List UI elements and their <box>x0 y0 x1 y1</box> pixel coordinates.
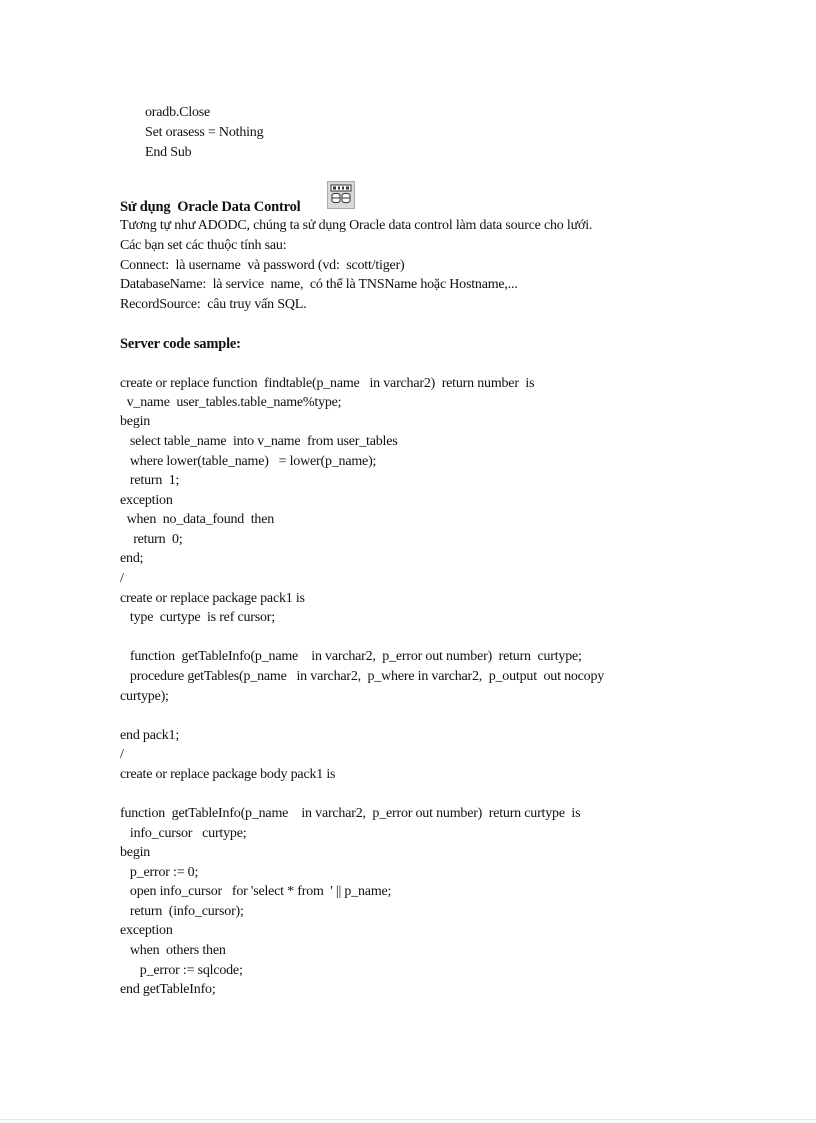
oracle-data-control-icon <box>327 181 355 209</box>
code-line: info_cursor curtype; <box>120 826 247 841</box>
code-line: procedure getTables(p_name in varchar2, p_where in varchar2, p_output out nocopy <box>120 669 605 684</box>
code-line: / <box>120 571 124 586</box>
code-line: open info_cursor for 'select * from ' || p_name; <box>120 884 392 899</box>
code-line: when others then <box>120 943 226 958</box>
code-line: type curtype is ref cursor; <box>120 610 275 625</box>
code-line: where lower(table_name) = lower(p_name); <box>120 454 377 469</box>
server-code-heading: Server code sample: <box>120 336 241 352</box>
code-line: / <box>120 747 124 762</box>
code-line: p_error := 0; <box>120 865 199 880</box>
code-line: exception <box>120 493 173 508</box>
code-line: select table_name into v_name from user_tables <box>120 434 398 449</box>
code-line: return (info_cursor); <box>120 904 244 919</box>
code-line: create or replace function findtable(p_name in varchar2) return number is <box>120 376 535 391</box>
code-line: function getTableInfo(p_name in varchar2, p_error out number) return curtype is <box>120 806 581 821</box>
code-line: return 0; <box>120 532 183 547</box>
body-paragraph: Các bạn set các thuộc tính sau: <box>120 238 287 253</box>
code-line: p_error := sqlcode; <box>120 963 243 978</box>
body-paragraph: RecordSource: câu truy vấn SQL. <box>120 297 307 312</box>
vb-code-line: oradb.Close <box>145 105 211 120</box>
code-line: begin <box>120 414 151 429</box>
code-line: begin <box>120 845 151 860</box>
section-heading: Sử dụng Oracle Data Control <box>120 199 301 215</box>
code-line: end getTableInfo; <box>120 982 216 997</box>
body-paragraph: Tương tự như ADODC, chúng ta sử dụng Oracle data control làm data source cho lưới. <box>120 218 593 233</box>
page-bottom-divider <box>0 1119 816 1120</box>
vb-code-line: Set orasess = Nothing <box>145 125 264 140</box>
body-paragraph: Connect: là username và password (vd: scott/tiger) <box>120 258 405 273</box>
code-line: curtype); <box>120 689 169 704</box>
vb-code-line: End Sub <box>145 145 192 160</box>
code-line: end pack1; <box>120 728 180 743</box>
code-line: exception <box>120 923 173 938</box>
code-line: create or replace package body pack1 is <box>120 767 336 782</box>
code-line: when no_data_found then <box>120 512 275 527</box>
code-line: end; <box>120 551 144 566</box>
code-line: function getTableInfo(p_name in varchar2, p_error out number) return curtype; <box>120 649 582 664</box>
body-paragraph: DatabaseName: là service name, có thể là TNSName hoặc Hostname,... <box>120 277 518 292</box>
code-line: create or replace package pack1 is <box>120 591 305 606</box>
code-line: v_name user_tables.table_name%type; <box>120 395 342 410</box>
code-line: return 1; <box>120 473 180 488</box>
